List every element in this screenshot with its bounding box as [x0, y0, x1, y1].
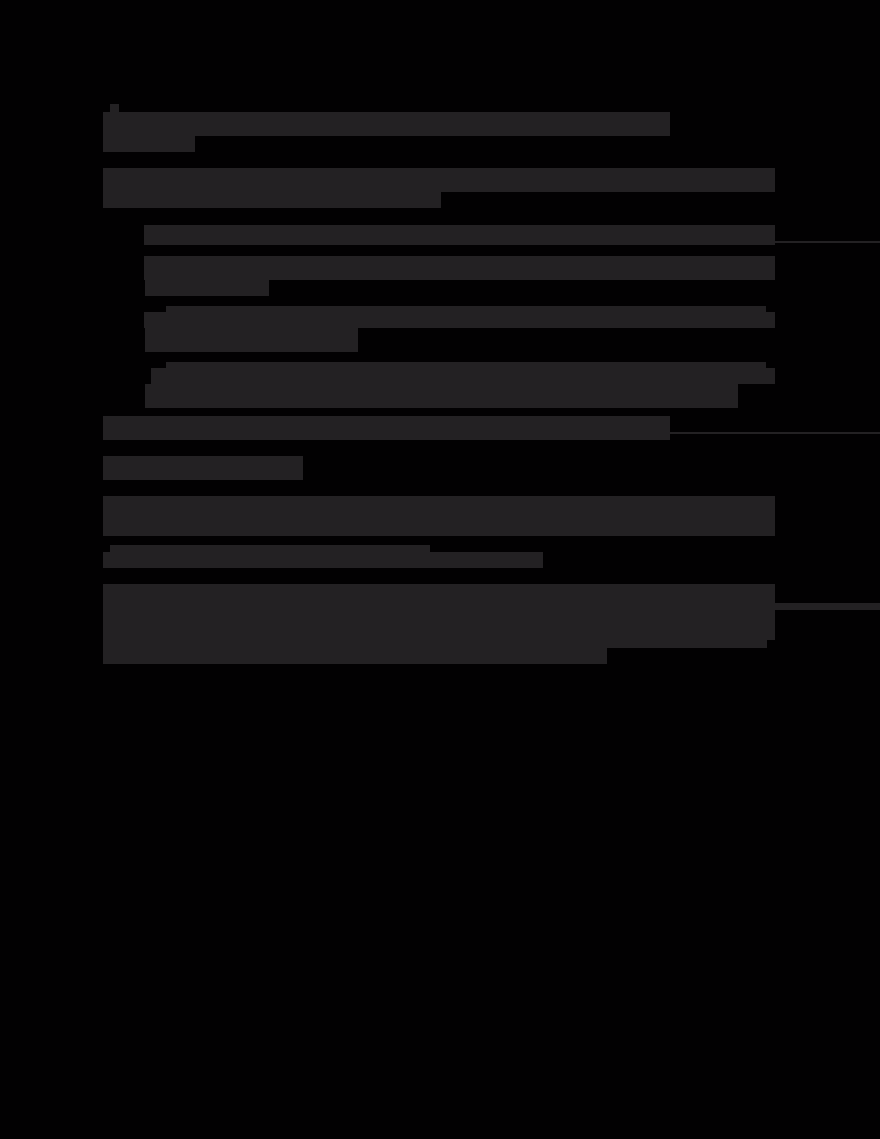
redacted-list-item-4-line-2	[145, 384, 738, 408]
redacted-list-item-2-line-2	[145, 272, 269, 296]
redacted-closing-line	[103, 416, 670, 440]
redacted-list-item-1-rule	[775, 241, 880, 243]
redacted-list-item-3-line-2	[145, 328, 358, 352]
redacted-intro-line-2	[103, 184, 441, 208]
redaction-status-note	[0, 0, 1, 1]
redacted-list-item-4-line-1-top	[166, 362, 766, 372]
redacted-list-item-3-line-1-top	[166, 306, 766, 316]
redacted-paragraph-4-rule	[775, 603, 880, 610]
redacted-paragraph-2	[103, 496, 775, 536]
redacted-title-line-2	[103, 128, 195, 152]
redacted-closing-line-rule	[670, 432, 880, 434]
redacted-list-item-1-tail	[521, 240, 771, 245]
redacted-paragraph-4-last-line	[103, 640, 607, 664]
redacted-title-cap	[110, 104, 119, 112]
redacted-paragraph-4-block	[103, 584, 775, 640]
redacted-subheading	[103, 456, 303, 480]
redacted-paragraph-3-line-top	[110, 545, 430, 555]
